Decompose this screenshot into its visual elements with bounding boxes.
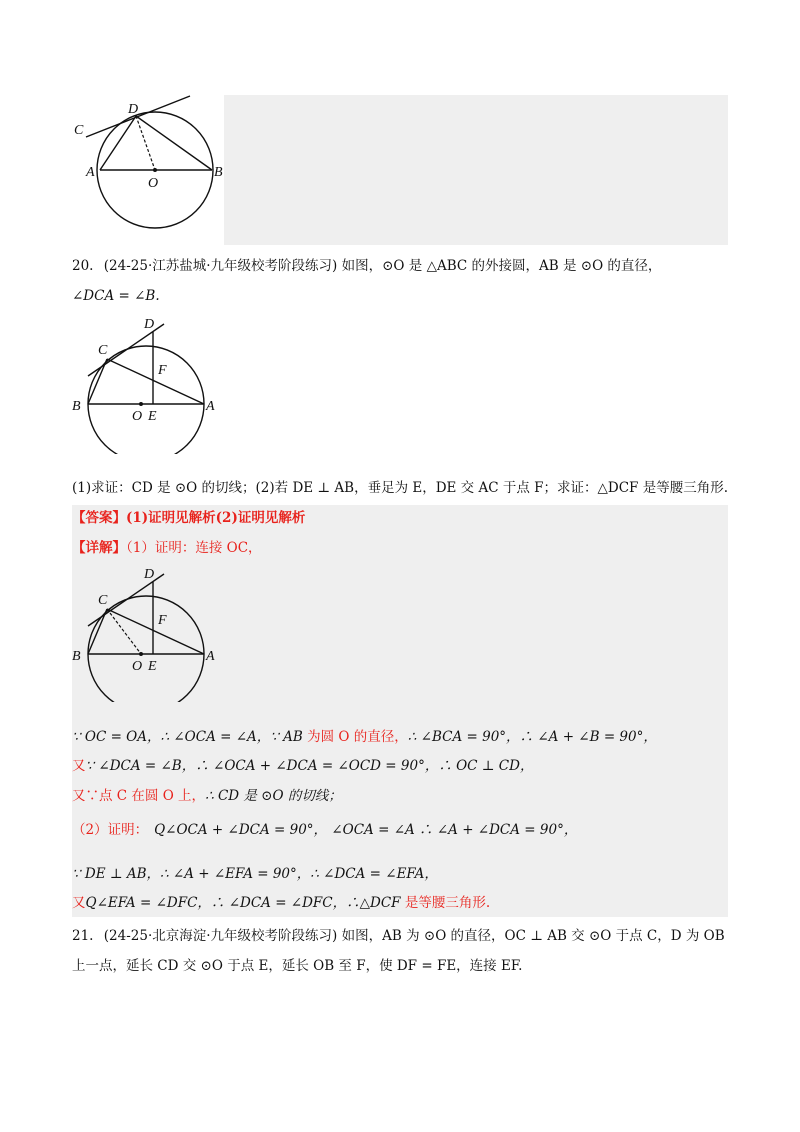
- q20-label-O: O: [132, 409, 143, 424]
- proof-6-c: 是等腰三角形.: [404, 895, 491, 911]
- proof-line-1: [72, 727, 657, 747]
- label-A: A: [86, 165, 95, 180]
- ans-label-C: C: [98, 593, 108, 608]
- q20-label-F: F: [158, 363, 167, 378]
- q20-label-E: E: [148, 409, 157, 424]
- detail-tag: 【详解】: [72, 540, 126, 556]
- proof-6-a: 又: [72, 895, 86, 911]
- q20-given: ∠DCA = ∠B.: [72, 288, 160, 304]
- proof-line-3: [72, 786, 342, 806]
- q20-label-C: C: [98, 343, 108, 358]
- figure-gray-panel: [224, 95, 728, 245]
- label-B: B: [214, 165, 223, 180]
- q20-intro: 如图，⊙O 是 △ABC 的外接圆，AB 是 ⊙O 的直径，: [341, 258, 662, 274]
- q20-number: 20.: [72, 258, 94, 274]
- answer-line: [72, 508, 305, 528]
- ans-label-O: O: [132, 659, 143, 674]
- q20-source: (24-25·江苏盐城·九年级校考阶段练习): [103, 258, 338, 274]
- proof-1-c: ∴ ∠BCA = 90°，∴ ∠A + ∠B = 90°，: [407, 729, 657, 745]
- proof-2-b: ∵ ∠DCA = ∠B，∴ ∠OCA + ∠DCA = ∠OCD = 90°，∴ OC ⊥ CD，: [85, 758, 534, 774]
- q21-line2: 上一点，延长 CD 交 ⊙O 于点 E，延长 OB 至 F，使 DF = FE，连接 EF.: [72, 958, 523, 974]
- detail-line: [72, 538, 262, 558]
- proof-1-a: ∵ OC = OA，∴ ∠OCA = ∠A，∵ AB: [72, 729, 308, 745]
- answer-tag: 【答案】: [72, 510, 126, 526]
- q21-line1: [72, 926, 725, 946]
- q20-label-A: A: [206, 399, 215, 414]
- proof-line-2: [72, 756, 533, 776]
- q20-line1: [72, 256, 661, 276]
- label-C: C: [74, 123, 84, 138]
- ans-label-F: F: [158, 613, 167, 628]
- label-D: D: [128, 102, 139, 117]
- ans-label-A: A: [206, 649, 215, 664]
- answer-text: (1)证明见解析(2)证明见解析: [126, 510, 306, 526]
- label-O: O: [148, 176, 159, 191]
- proof-1-b: 为圆 O 的直径，: [307, 729, 408, 745]
- figure-answer: [66, 562, 226, 702]
- q20-label-D: D: [144, 317, 155, 332]
- proof-3-a: 又∵点 C 在圆 O 上，: [72, 788, 206, 804]
- q20-tasks: (1)求证：CD 是 ⊙O 的切线；(2)若 DE ⊥ AB，垂足为 E，DE 交 AC 于点 F；求证：△DCF 是等腰三角形.: [72, 480, 728, 496]
- ans-label-D: D: [144, 567, 155, 582]
- ans-label-E: E: [148, 659, 157, 674]
- proof-6-b: Q∠EFA = ∠DFC，∴ ∠DCA = ∠DFC，∴△DCF: [85, 895, 405, 911]
- q21-number: 21.: [72, 928, 94, 944]
- proof-4-b: Q∠OCA + ∠DCA = 90°， ∠OCA = ∠A ∴ ∠A + ∠DCA = 90°，: [154, 822, 578, 838]
- figure-circle-tangent-1: [72, 90, 224, 240]
- q20-label-B: B: [72, 399, 81, 414]
- figure-q20: [66, 314, 226, 454]
- ans-label-B: B: [72, 649, 81, 664]
- proof-line-5: ∵ DE ⊥ AB，∴ ∠A + ∠EFA = 90°，∴ ∠DCA = ∠EFA，: [72, 866, 438, 882]
- q21-source: (24-25·北京海淀·九年级校考阶段练习): [103, 928, 338, 944]
- proof-line-4: [72, 820, 577, 840]
- proof-4-a: （2）证明：: [72, 822, 149, 838]
- proof-line-6: [72, 893, 490, 913]
- proof-3-b: ∴ CD 是 ⊙O 的切线；: [205, 788, 342, 804]
- q21-text1: 如图，AB 为 ⊙O 的直径，OC ⊥ AB 交 ⊙O 于点 C，D 为 OB: [341, 928, 725, 944]
- detail-intro: （1）证明：连接 OC，: [126, 540, 262, 556]
- proof-2-a: 又: [72, 758, 86, 774]
